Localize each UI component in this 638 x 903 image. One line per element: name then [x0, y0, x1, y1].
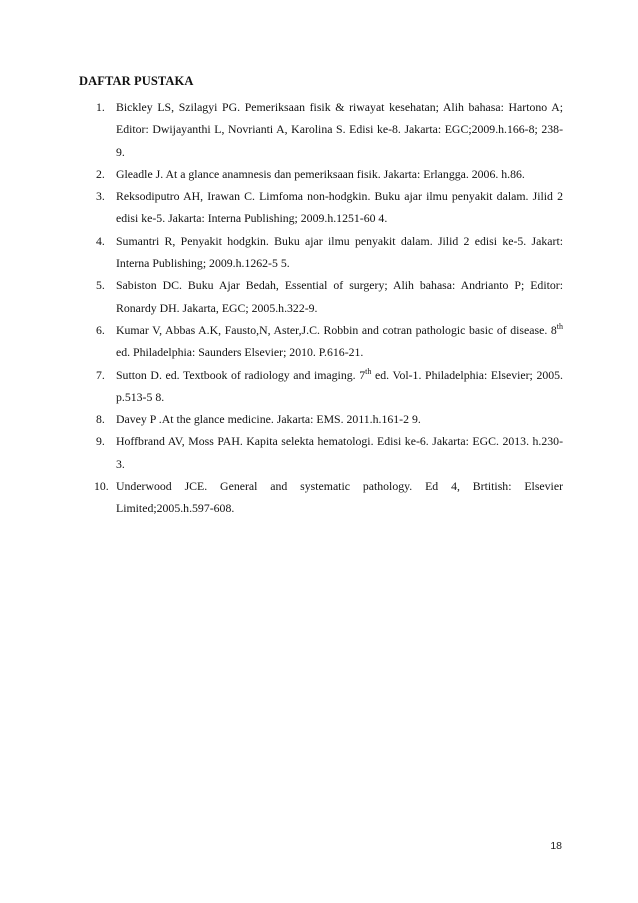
reference-text: [116, 323, 563, 359]
reference-number: 4.: [96, 233, 105, 248]
reference-text: Sabiston DC. Buku Ajar Bedah, Essential of surgery; Alih bahasa: Andrianto P; Editor: Ronardy DH. Jakarta, EGC; 2005.h.322-9.: [116, 278, 563, 315]
reference-text: Underwood JCE. General and systematic pathology. Ed 4, Brtitish: Elsevier Limited;2005.h.597-608.: [116, 479, 563, 516]
ordinal-superscript: th: [365, 366, 372, 376]
page-number: 18: [550, 840, 562, 852]
reference-item: [79, 319, 563, 364]
reference-text: Sumantri R, Penyakit hodgkin. Buku ajar ilmu penyakit dalam. Jilid 2 edisi ke-5. Jakart: Interna Publishing; 2009.h.1262-5 5.: [116, 233, 563, 271]
reference-text-after: ed. Philadelphia: Saunders Elsevier; 2010. P.616-21.: [116, 345, 364, 360]
reference-number: 3.: [96, 189, 105, 204]
reference-number: 2.: [96, 166, 105, 181]
ordinal-superscript: th: [556, 322, 563, 332]
reference-text: Bickley LS, Szilagyi PG. Pemeriksaan fisik & riwayat kesehatan; Alih bahasa: Hartono A; Editor: Dwijayanthi L, Novrianti A, Karolina S. Edisi ke-8. Jakarta: EGC;2009.h.166-8; 238-9.: [116, 100, 563, 159]
reference-number: 1.: [96, 100, 105, 114]
reference-number: 8.: [96, 412, 105, 427]
reference-number: 7.: [96, 367, 105, 382]
reference-item: [79, 364, 563, 409]
reference-text: Davey P .At the glance medicine. Jakarta: EMS. 2011.h.161-2 9.: [116, 412, 421, 427]
reference-list: [79, 96, 563, 520]
page-heading: DAFTAR PUSTAKA: [79, 74, 194, 88]
reference-text-after: ed. Vol-1. Philadelphia: Elsevier; 2005. p.513-5 8.: [116, 367, 563, 404]
reference-text: Hoffbrand AV, Moss PAH. Kapita selekta hematologi. Edisi ke-6. Jakarta: EGC. 2013. h.230-3.: [116, 434, 563, 471]
reference-text: Gleadle J. At a glance anamnesis dan pemeriksaan fisik. Jakarta: Erlangga. 2006. h.86.: [116, 166, 525, 181]
reference-text-before: Kumar V, Abbas A.K, Fausto,N, Aster,J.C. Robbin and cotran pathologic basic of disease. 8: [116, 322, 557, 337]
reference-text: Reksodiputro AH, Irawan C. Limfoma non-hodgkin. Buku ajar ilmu penyakit dalam. Jilid 2 edisi ke-5. Jakarta: Interna Publishing; 2009.h.1251-60 4.: [116, 189, 563, 226]
reference-number: 5.: [96, 278, 105, 293]
reference-item: [79, 475, 563, 520]
reference-item: [79, 408, 563, 430]
reference-item: [79, 274, 563, 319]
reference-item: [79, 430, 563, 475]
reference-item: [79, 185, 563, 230]
reference-number: 9.: [96, 434, 105, 449]
reference-text: [116, 368, 563, 404]
reference-text-before: Sutton D. ed. Textbook of radiology and imaging. 7: [116, 367, 366, 382]
reference-item: [79, 96, 563, 163]
reference-item: [79, 163, 563, 185]
reference-number: 6.: [96, 322, 105, 337]
reference-number: 10.: [94, 479, 109, 494]
reference-item: [79, 230, 563, 275]
